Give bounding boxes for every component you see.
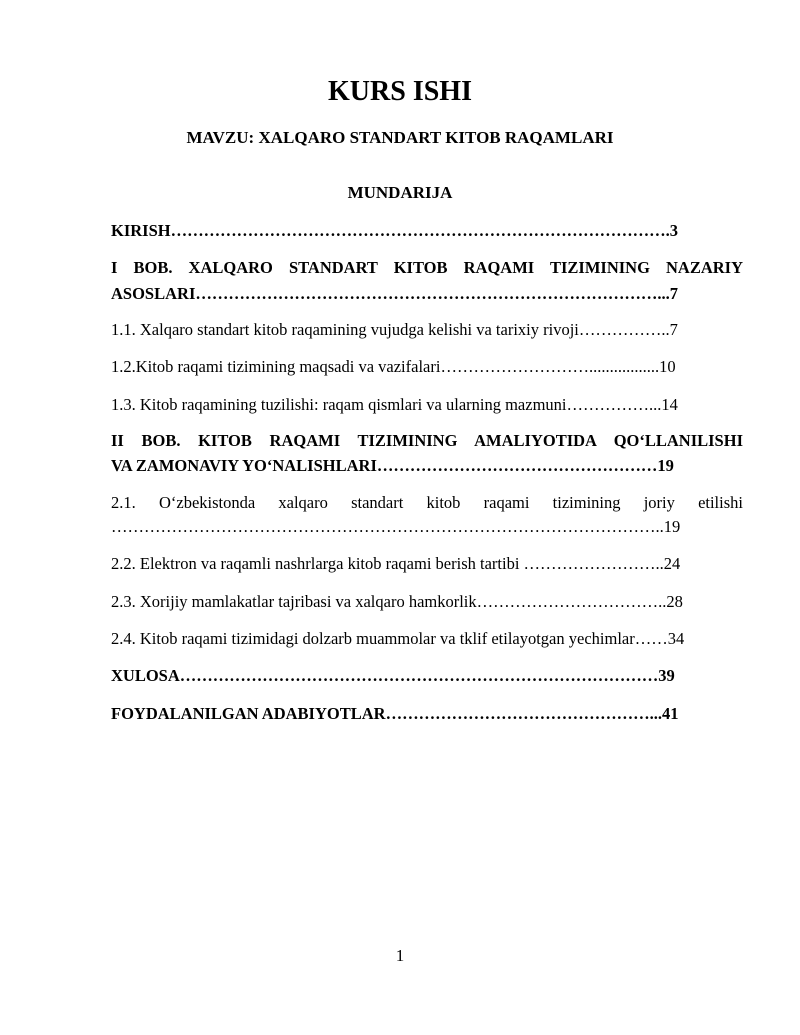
document-topic: MAVZU: XALQARO STANDART KITOB RAQAMLARI — [186, 128, 614, 147]
toc-entry-1-3: 1.3. Kitob raqamining tuzilishi: raqam qismlari va ularning mazmuni……………...14 — [111, 395, 678, 414]
toc-entry-xulosa: XULOSA……………………………………………………………………………39 — [111, 666, 675, 685]
toc-entry-adabiyotlar: FOYDALANILGAN ADABIYOTLAR…………………………………………...41 — [111, 704, 679, 723]
toc-entry-2-1-line2: ………………………………………………………………………………………..19 — [111, 517, 681, 536]
toc-entry-chapter-2-line1: II BOB. KITOB RAQAMI TIZIMINING AMALIYOTIDA QO‘LLANILISHI — [111, 431, 743, 450]
toc-entry-2-4: 2.4. Kitob raqami tizimidagi dolzarb muammolar va tklif etilayotgan yechimlar……34 — [111, 629, 685, 648]
toc-entry-2-2: 2.2. Elektron va raqamli nashrlarga kitob raqami berish tartibi ……………………..24 — [111, 554, 681, 573]
toc-entry-chapter-1-line2: ASOSLARI…………………………………………………………………………...7 — [111, 284, 678, 303]
toc-entry-2-3: 2.3. Xorijiy mamlakatlar tajribasi va xalqaro hamkorlik……………………………..28 — [111, 592, 683, 611]
toc-entry-1-2: 1.2.Kitob raqami tizimining maqsadi va vazifalari……………………….................10 — [111, 357, 676, 376]
toc-entry-kirish: KIRISH……………………………………………………………………………….3 — [111, 221, 678, 240]
page-number: 1 — [395, 946, 405, 965]
toc-heading: MUNDARIJA — [347, 183, 453, 202]
toc-entry-1-1: 1.1. Xalqaro standart kitob raqamining vujudga kelishi va tarixiy rivoji……………..7 — [111, 320, 678, 339]
toc-entry-chapter-2-line2: VA ZAMONAVIY YO‘NALISHLARI……………………………………………19 — [111, 456, 674, 475]
document-title: KURS ISHI — [328, 76, 472, 107]
toc-entry-chapter-1-line1: I BOB. XALQARO STANDART KITOB RAQAMI TIZIMINING NAZARIY — [111, 258, 743, 277]
toc-entry-2-1-line1: 2.1. O‘zbekistonda xalqaro standart kitob raqami tizimining joriy etilishi — [111, 493, 743, 512]
